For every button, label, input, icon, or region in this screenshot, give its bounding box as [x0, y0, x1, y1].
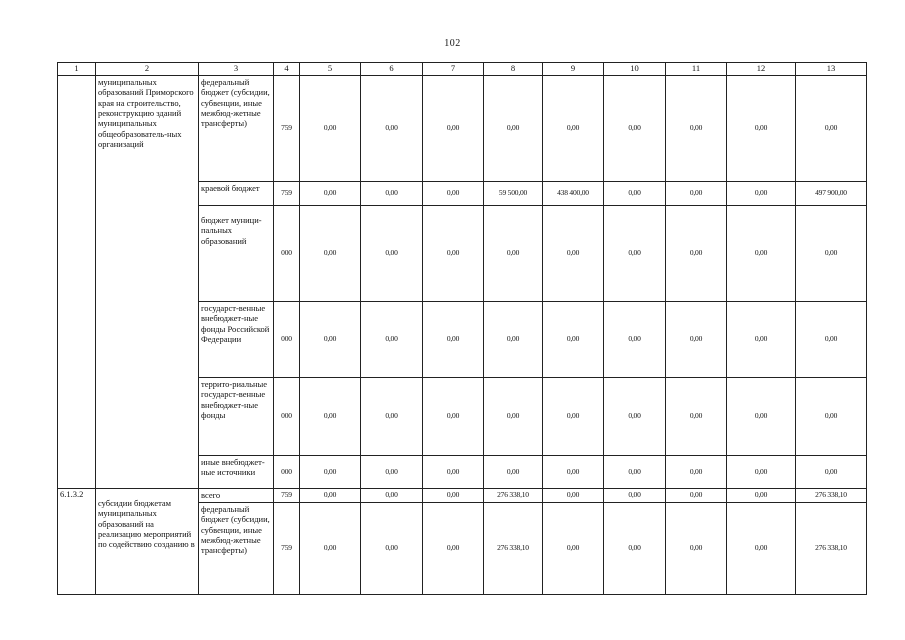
value-cell: 0,00	[543, 206, 604, 302]
value-cell: 0,00	[361, 456, 423, 489]
funding-source: государст-венные внебюджет-ные фонды Российской Федерации	[199, 302, 274, 378]
value-cell: 0,00	[423, 76, 484, 182]
value-cell: 0,00	[727, 378, 796, 456]
value-cell: 0,00	[361, 378, 423, 456]
value-cell: 0,00	[300, 76, 361, 182]
value-cell: 0,00	[423, 503, 484, 595]
header-cell: 2	[96, 63, 199, 76]
value-cell: 0,00	[727, 489, 796, 503]
header-cell: 5	[300, 63, 361, 76]
value-cell: 0,00	[666, 206, 727, 302]
value-cell: 276 338,10	[484, 489, 543, 503]
value-cell: 0,00	[484, 206, 543, 302]
value-cell: 0,00	[543, 503, 604, 595]
value-cell: 0,00	[484, 378, 543, 456]
value-cell: 0,00	[727, 302, 796, 378]
value-cell: 0,00	[300, 206, 361, 302]
header-row	[58, 63, 867, 76]
value-cell: 0,00	[666, 456, 727, 489]
page-number: 102	[444, 38, 461, 49]
funding-source: федеральный бюджет (субсидии, субвенции, иные межбюд-жетные трансферты)	[199, 503, 274, 595]
value-cell: 0,00	[727, 206, 796, 302]
value-cell: 276 338,10	[796, 489, 867, 503]
value-cell: 0,00	[727, 76, 796, 182]
table-row	[58, 489, 867, 503]
value-cell: 0,00	[604, 503, 666, 595]
value-cell: 0,00	[727, 456, 796, 489]
value-cell: 0,00	[796, 206, 867, 302]
value-cell: 0,00	[423, 378, 484, 456]
value-cell: 0,00	[666, 182, 727, 206]
row-description: субсидии бюджетам муниципальных образований на реализацию мероприятий по содействию созданию в	[96, 489, 199, 595]
grbs-code: 759	[274, 489, 300, 503]
funding-source: всего	[199, 489, 274, 503]
value-cell: 0,00	[484, 302, 543, 378]
value-cell: 0,00	[361, 182, 423, 206]
value-cell: 0,00	[300, 378, 361, 456]
value-cell: 0,00	[666, 76, 727, 182]
value-cell: 0,00	[361, 302, 423, 378]
value-cell: 0,00	[300, 302, 361, 378]
value-cell: 0,00	[604, 489, 666, 503]
value-cell: 0,00	[666, 489, 727, 503]
funding-source: бюджет муници-пальных образований	[199, 206, 274, 302]
value-cell: 0,00	[300, 503, 361, 595]
value-cell: 0,00	[604, 182, 666, 206]
value-cell: 497 900,00	[796, 182, 867, 206]
header-cell: 1	[58, 63, 96, 76]
value-cell: 0,00	[666, 378, 727, 456]
value-cell: 0,00	[361, 503, 423, 595]
value-cell: 0,00	[423, 302, 484, 378]
grbs-code: 759	[274, 182, 300, 206]
value-cell: 0,00	[484, 76, 543, 182]
funding-source: федеральный бюджет (субсидии, субвенции, иные межбюд-жетные трансферты)	[199, 76, 274, 182]
header-cell: 3	[199, 63, 274, 76]
value-cell: 276 338,10	[484, 503, 543, 595]
grbs-code: 000	[274, 456, 300, 489]
value-cell: 0,00	[604, 378, 666, 456]
value-cell: 0,00	[423, 456, 484, 489]
grbs-code: 000	[274, 378, 300, 456]
value-cell: 0,00	[666, 302, 727, 378]
header-cell: 12	[727, 63, 796, 76]
header-cell: 9	[543, 63, 604, 76]
value-cell: 0,00	[484, 456, 543, 489]
value-cell: 0,00	[796, 456, 867, 489]
header-cell: 13	[796, 63, 867, 76]
value-cell: 0,00	[423, 489, 484, 503]
grbs-code: 759	[274, 503, 300, 595]
value-cell: 0,00	[796, 76, 867, 182]
row-code: 6.1.3.2	[58, 489, 96, 595]
value-cell: 438 400,00	[543, 182, 604, 206]
table-row	[58, 76, 867, 182]
value-cell: 0,00	[543, 76, 604, 182]
value-cell: 0,00	[543, 302, 604, 378]
header-cell: 8	[484, 63, 543, 76]
value-cell: 0,00	[796, 378, 867, 456]
value-cell: 0,00	[361, 489, 423, 503]
value-cell: 0,00	[361, 76, 423, 182]
header-cell: 10	[604, 63, 666, 76]
value-cell: 0,00	[543, 378, 604, 456]
value-cell: 0,00	[300, 182, 361, 206]
grbs-code: 000	[274, 206, 300, 302]
header-cell: 7	[423, 63, 484, 76]
value-cell: 0,00	[727, 182, 796, 206]
value-cell: 0,00	[543, 456, 604, 489]
value-cell: 0,00	[604, 206, 666, 302]
grbs-code: 759	[274, 76, 300, 182]
value-cell: 276 338,10	[796, 503, 867, 595]
funding-source: краевой бюджет	[199, 182, 274, 206]
value-cell: 0,00	[300, 456, 361, 489]
grbs-code: 000	[274, 302, 300, 378]
value-cell: 0,00	[727, 503, 796, 595]
value-cell: 0,00	[423, 206, 484, 302]
header-cell: 11	[666, 63, 727, 76]
row-code	[58, 76, 96, 489]
value-cell: 0,00	[361, 206, 423, 302]
value-cell: 0,00	[604, 456, 666, 489]
value-cell: 0,00	[543, 489, 604, 503]
value-cell: 0,00	[423, 182, 484, 206]
header-cell: 4	[274, 63, 300, 76]
budget-table	[57, 62, 867, 595]
value-cell: 0,00	[604, 76, 666, 182]
value-cell: 0,00	[604, 302, 666, 378]
value-cell: 59 500,00	[484, 182, 543, 206]
value-cell: 0,00	[666, 503, 727, 595]
funding-source: террито-риальные государст-венные внебюджет-ные фонды	[199, 378, 274, 456]
value-cell: 0,00	[300, 489, 361, 503]
funding-source: иные внебюджет-ные источники	[199, 456, 274, 489]
header-cell: 6	[361, 63, 423, 76]
row-description: муниципальных образований Приморского края на строительство, реконструкцию зданий муниципальных общеобразователь-ных организаций	[96, 76, 199, 489]
value-cell: 0,00	[796, 302, 867, 378]
